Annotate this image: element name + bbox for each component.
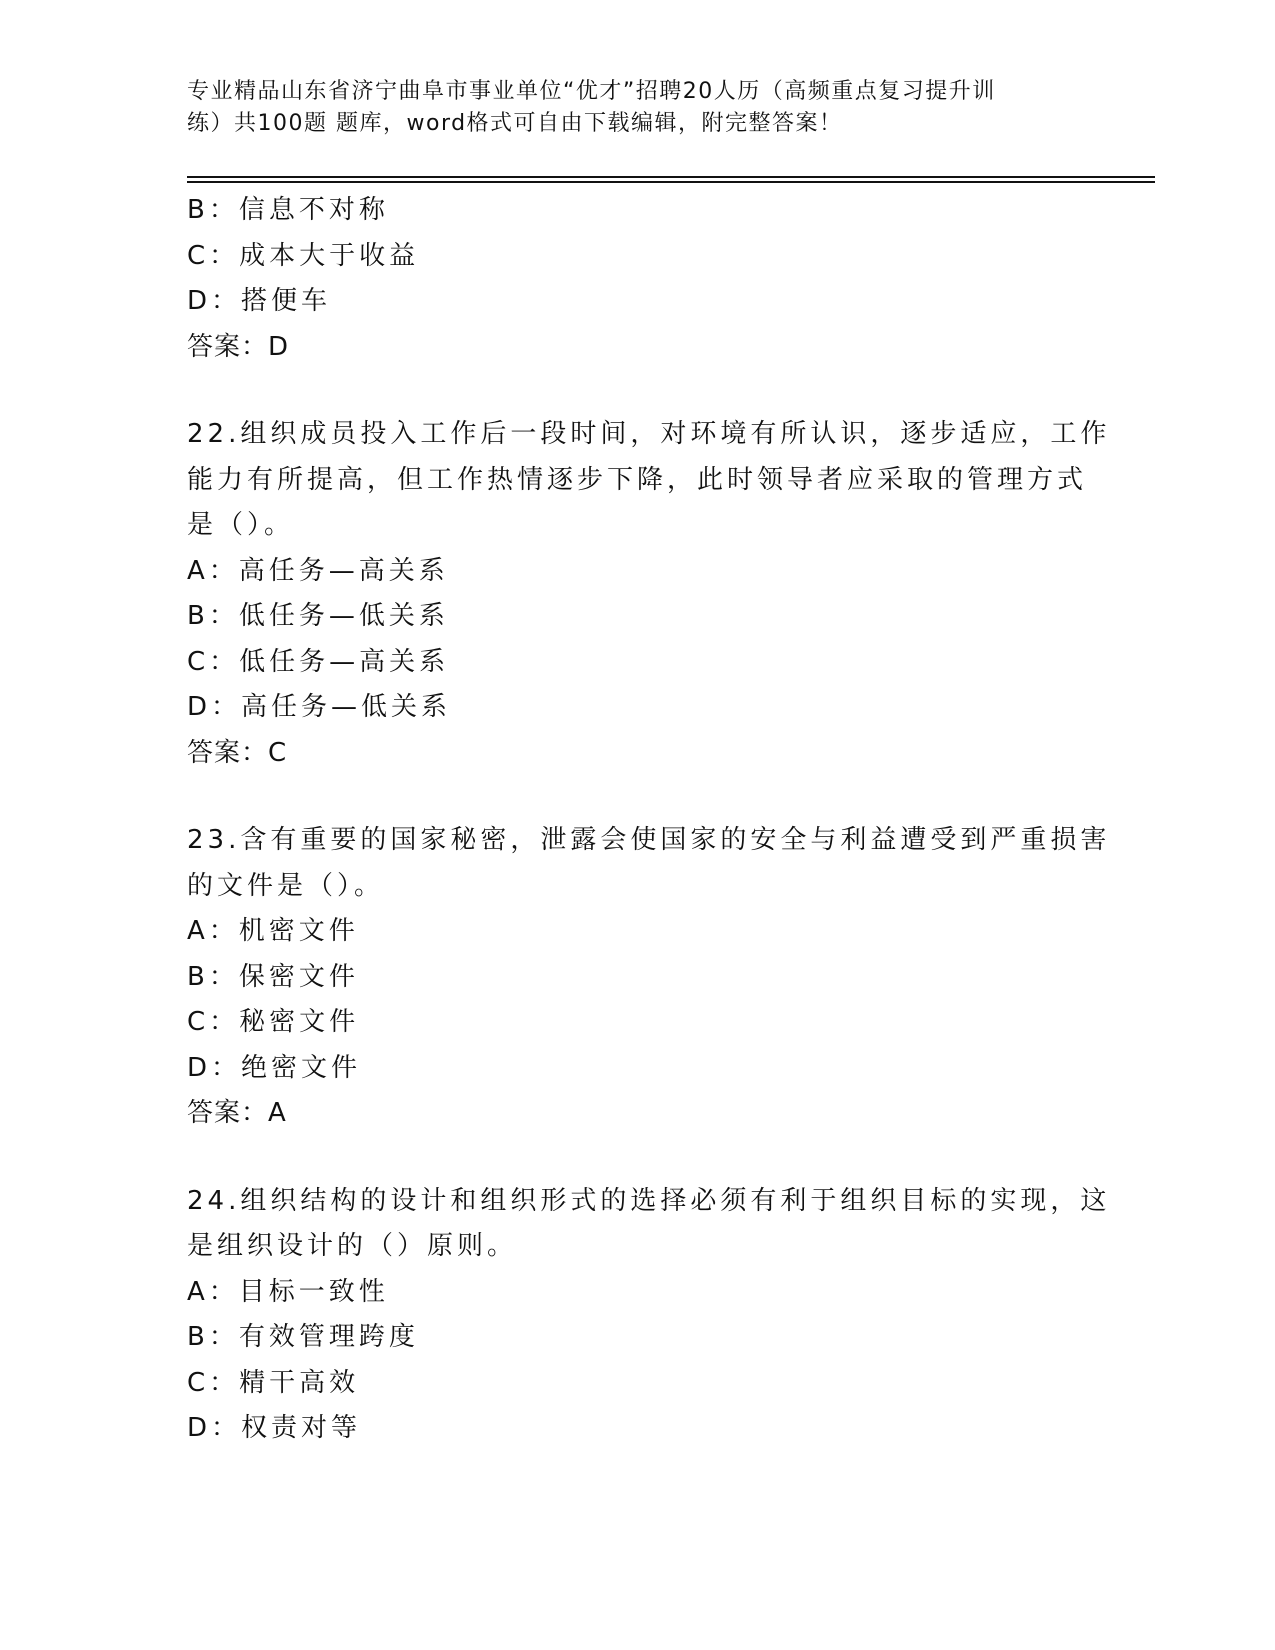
option-d: D：权责对等 — [187, 1413, 362, 1443]
document-header — [187, 76, 1067, 140]
question-text-line: 23.含有重要的国家秘密，泄露会使国家的安全与利益遭受到严重损害 — [187, 825, 1111, 855]
question-block-22 — [187, 412, 1111, 776]
header-rule-bottom — [187, 181, 1155, 183]
option-b: B：有效管理跨度 — [187, 1322, 419, 1352]
answer-line: 答案：A — [187, 1098, 287, 1128]
option-b: B：低任务—低关系 — [187, 601, 449, 631]
option-c: C：精干高效 — [187, 1367, 360, 1398]
question-text-line: 的文件是（）。 — [187, 870, 385, 901]
question-text-line: 能力有所提高，但工作热情逐步下降，此时领导者应采取的管理方式 — [187, 464, 1088, 495]
option-c: C：秘密文件 — [187, 1007, 360, 1037]
option-b: B：保密文件 — [187, 961, 359, 992]
option-c: C：低任务—高关系 — [187, 646, 450, 677]
option-a: A：目标一致性 — [187, 1276, 389, 1307]
question-text-line: 是组织设计的（）原则。 — [187, 1231, 518, 1261]
header-line-2: 练）共100题 题库，word格式可自由下载编辑，附完整答案！ — [187, 111, 843, 136]
option-a: A：机密文件 — [187, 916, 359, 946]
option-b: B：信息不对称 — [187, 195, 389, 225]
question-text-line: 22.组织成员投入工作后一段时间，对环境有所认识，逐步适应，工作 — [187, 419, 1111, 449]
option-d: D：绝密文件 — [187, 1052, 362, 1083]
option-d: D：高任务—低关系 — [187, 692, 452, 722]
header-line-1: 专业精品山东省济宁曲阜市事业单位“优才”招聘20人历（高频重点复习提升训 — [187, 79, 996, 104]
question-text-line: 是（）。 — [187, 510, 295, 540]
question-block-21 — [187, 188, 1087, 370]
block-spacer — [187, 1137, 1087, 1179]
option-d: D：搭便车 — [187, 286, 332, 316]
answer-line: 答案：D — [187, 331, 290, 362]
header-rule-top — [187, 176, 1155, 178]
answer-line: 答案：C — [187, 737, 288, 768]
option-a: A：高任务—高关系 — [187, 555, 449, 586]
block-spacer — [187, 776, 1087, 818]
question-block-24 — [187, 1179, 1111, 1452]
question-text-line: 24.组织结构的设计和组织形式的选择必须有利于组织目标的实现，这 — [187, 1185, 1111, 1216]
block-spacer — [187, 370, 1087, 412]
option-c: C：成本大于收益 — [187, 240, 420, 271]
question-list — [187, 188, 1111, 1452]
question-block-23 — [187, 818, 1111, 1137]
